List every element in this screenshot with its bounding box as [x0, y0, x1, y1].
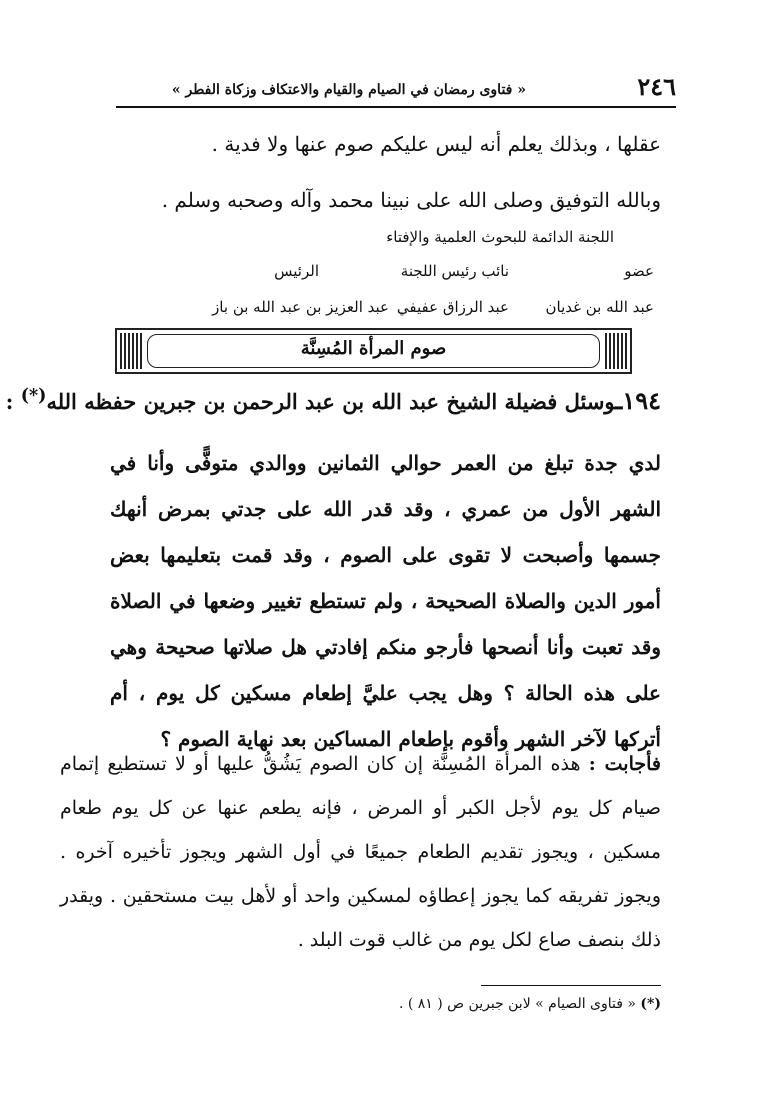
committee-roles — [130, 262, 654, 286]
header-rule — [116, 106, 676, 108]
question-colon: : — [5, 389, 14, 414]
committee-role: عضو — [624, 262, 654, 280]
question-header-text: وسئل فضيلة الشيخ عبد الله بن عبد الرحمن بن جبرين حفظه الله — [46, 389, 616, 414]
footnote-text: « فتاوى الصيام » لابن جبرين ص ( ٨١ ) . — [398, 996, 636, 1012]
section-title: صوم المرأة المُسِنَّة — [300, 338, 447, 359]
committee-role: نائب رئيس اللجنة — [400, 262, 509, 280]
question-heading — [5, 386, 661, 415]
question-text: لدي جدة تبلغ من العمر حوالي الثمانين ووالدي متوفًّى وأنا في الشهر الأول من عمري ، وقد قدر الله على جدتي بمرض أنهك جسمها وأصبحت لا تقوى على الصوم ، وقد قمت بتعليمها بعض أمور الدين والصلاة الصحيحة ، ولم تستطع تغيير وضعها في الصلاة وقد تعبت وأنا أنصحها فأرجو منكم إفادتي هل صلاتها صحيحة وهي على هذه الحالة ؟ وهل يجب عليَّ إطعام مسكين كل يوم ، أم أتركها لآخر الشهر وأقوم بإطعام المساكين بعد نهاية الصوم ؟ — [110, 451, 661, 751]
answer-text: هذه المرأة المُسِنَّة إن كان الصوم يَشُقُّ عليها أو لا تستطيع إتمام صيام كل يوم لأجل الكبر أو المرض ، فإنه يطعم عنها عن كل يوم طعام مسكين ، ويجوز تقديم الطعام جميعًا في أول الشهر ويجوز تأخيره آخره . ويجوز تفريقه كما يجوز إعطاؤه لمسكين واحد أو لأهل بيت مستحقين . ويقدر ذلك بنصف صاع لكل يوم من غالب قوت البلد . — [60, 753, 661, 951]
committee-role: الرئيس — [274, 262, 319, 280]
answer-label: فأجابت : — [588, 753, 662, 775]
footnote-marker: (*) — [640, 996, 661, 1012]
previous-fatwa-ending: عقلها ، وبذلك يعلم أنه ليس عليكم صوم عنها ولا فدية . — [211, 132, 661, 156]
committee-member-name: عبد العزيز بن عبد الله بن باز — [212, 298, 389, 316]
footnote — [399, 996, 661, 1012]
page-header — [116, 72, 676, 106]
answer-block — [60, 742, 661, 962]
question-number: ١٩٤ـ — [615, 386, 661, 415]
running-title: « فتاوى رمضان في الصيام والقيام والاعتكاف وزكاة الفطر » — [171, 82, 526, 98]
committee-member-name: عبد الله بن غديان — [545, 298, 654, 316]
page-number: ٢٤٦ — [637, 72, 676, 101]
committee-member-name: عبد الرزاق عفيفي — [396, 298, 509, 316]
committee-names — [95, 298, 654, 322]
committee-title: اللجنة الدائمة للبحوث العلمية والإفتاء — [386, 228, 614, 246]
closing-prayer: وبالله التوفيق وصلى الله على نبينا محمد وآله وصحبه وسلم . — [161, 188, 661, 212]
section-banner — [115, 328, 632, 374]
footnote-rule — [481, 985, 661, 986]
footnote-reference: (*) — [20, 386, 47, 406]
